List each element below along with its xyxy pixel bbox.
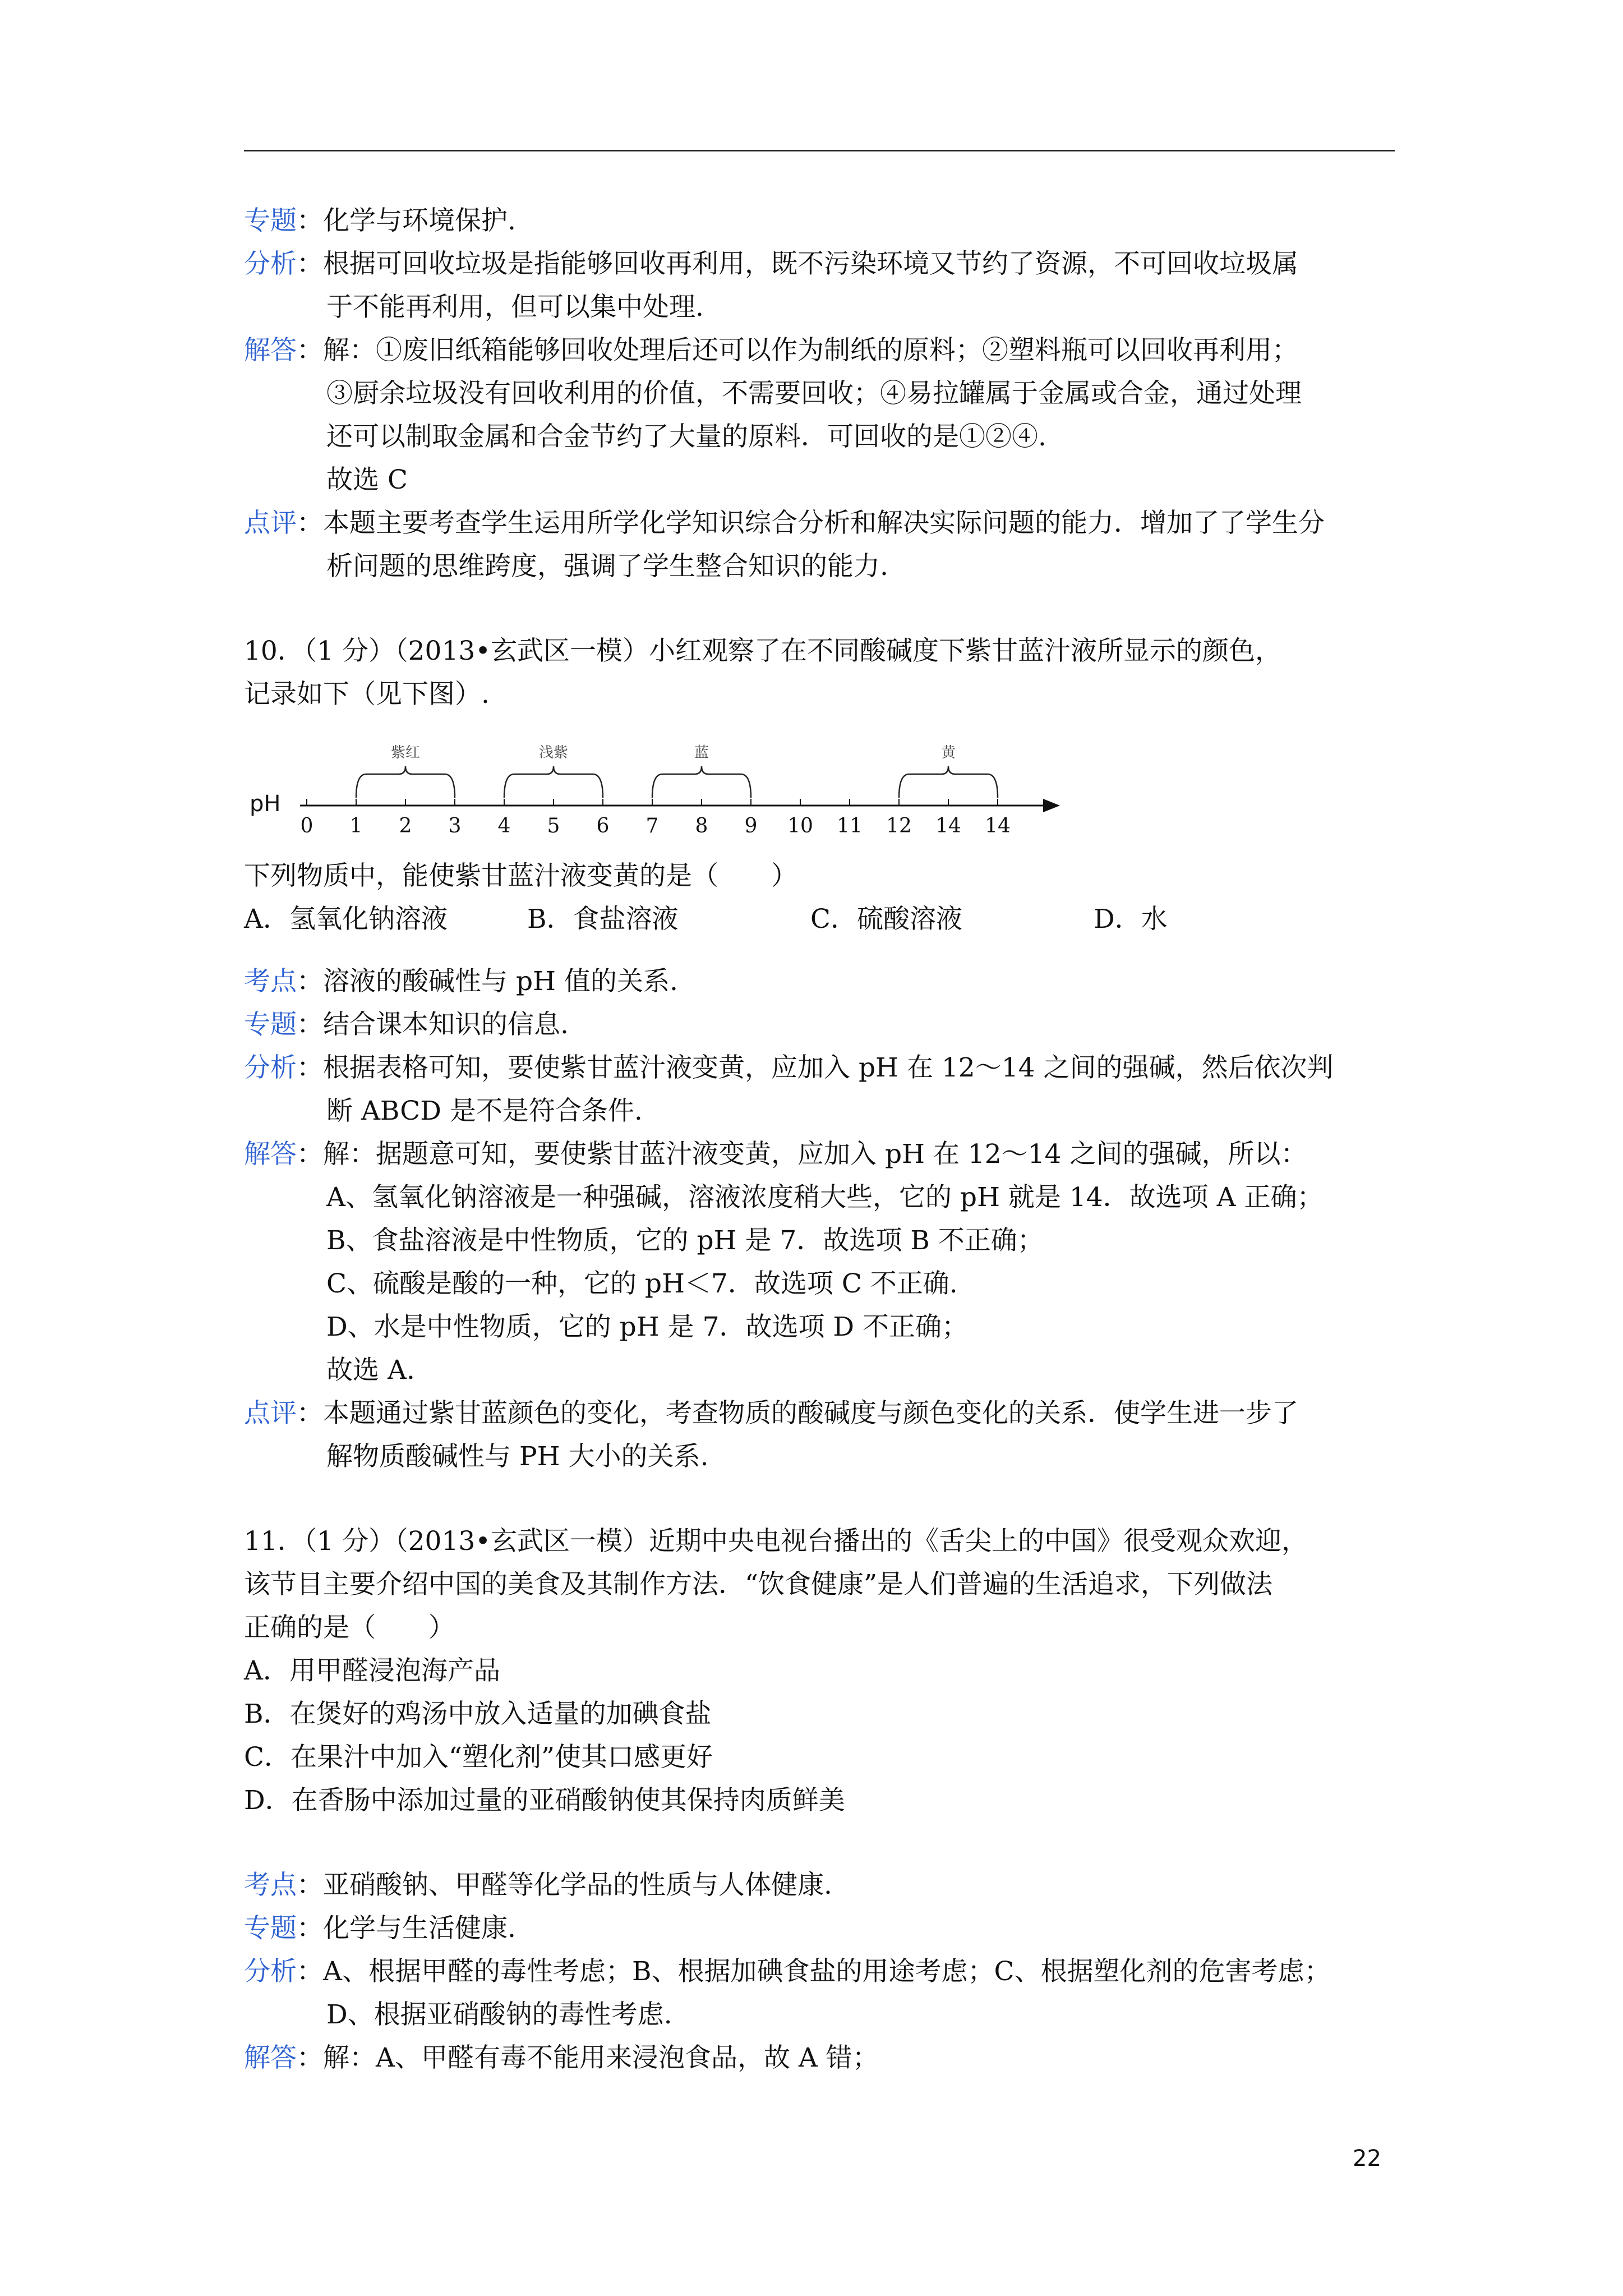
range-bracket <box>899 766 998 798</box>
answer-label: 解答 <box>244 335 297 366</box>
q11-answer: 解答：解：A、甲醛有毒不能用来浸泡食品，故 A 错； <box>244 2042 879 2073</box>
analysis-label: 分析 <box>244 1956 297 1987</box>
q10-stem: 记录如下（见下图）. <box>244 679 490 710</box>
comment-label: 点评 <box>244 1398 297 1429</box>
q11-stem: 11．（1 分）（2013•玄武区一模）近期中央电视台播出的《舌尖上的中国》很受观众欢迎， <box>244 1526 1308 1557</box>
point-label: 考点 <box>244 1870 297 1901</box>
q10-answer-line: 故选 A. <box>326 1355 415 1386</box>
option-b: B．食盐溶液 <box>527 904 679 935</box>
tick-label: 8 <box>695 815 708 838</box>
q10-answer-line: A、氢氧化钠溶液是一种强碱，溶液浓度稍大些，它的 pH 就是 14．故选项 A 正确； <box>326 1182 1324 1213</box>
header-rule <box>244 150 1395 151</box>
option-c: C．硫酸溶液 <box>810 904 962 935</box>
topic-label: 专题 <box>244 1009 297 1040</box>
tick-label: 2 <box>399 815 412 838</box>
q11-topic: 专题：化学与生活健康. <box>244 1913 516 1944</box>
q9-analysis: 分析：根据可回收垃圾是指能够回收再利用，既不污染环境又节约了资源，不可回收垃圾属 <box>244 249 1298 279</box>
bracket-label: 紫红 <box>390 744 421 761</box>
q10-options <box>244 898 1399 941</box>
ph-scale-diagram <box>244 728 1063 854</box>
tick-label: 7 <box>645 815 659 838</box>
answer-label: 解答 <box>244 1139 297 1170</box>
q9-answer: 解答：解：①废旧纸箱能够回收处理后还可以作为制纸的原料；②塑料瓶可以回收再利用； <box>244 335 1298 366</box>
answer-label: 解答 <box>244 2042 297 2073</box>
tick-label: 1 <box>349 815 363 838</box>
q9-answer-line: 故选 C <box>326 464 408 495</box>
q11-analysis-cont: D、根据亚硝酸钠的毒性考虑. <box>326 1999 672 2030</box>
q11-stem: 该节目主要介绍中国的美食及其制作方法．“饮食健康”是人们普遍的生活追求，下列做法 <box>244 1569 1273 1600</box>
tick-label: 9 <box>744 815 758 838</box>
bracket-label: 蓝 <box>694 744 709 761</box>
q11-point: 考点：亚硝酸钠、甲醛等化学品的性质与人体健康. <box>244 1870 832 1901</box>
option-d: D．在香肠中添加过量的亚硝酸钠使其保持肉质鲜美 <box>244 1785 845 1816</box>
tick-label: 12 <box>886 815 912 838</box>
tick-label: 0 <box>300 815 313 838</box>
bracket-label: 黄 <box>940 744 956 761</box>
q10-analysis: 分析：根据表格可知，要使紫甘蓝汁液变黄，应加入 pH 在 12～14 之间的强碱，然后依次判 <box>244 1052 1334 1083</box>
tick-label: 4 <box>497 815 511 838</box>
q10-comment: 点评：本题通过紫甘蓝颜色的变化，考查物质的酸碱度与颜色变化的关系．使学生进一步了 <box>244 1398 1298 1429</box>
q9-topic: 专题：化学与环境保护. <box>244 205 516 236</box>
tick-label: 5 <box>547 815 560 838</box>
q9-analysis-cont: 于不能再利用，但可以集中处理. <box>326 292 704 323</box>
analysis-label: 分析 <box>244 249 297 279</box>
tick-label: 10 <box>787 815 813 838</box>
q10-answer: 解答：解：据题意可知，要使紫甘蓝汁液变黄，应加入 pH 在 12～14 之间的强碱，所以： <box>244 1139 1307 1170</box>
tick-label: 3 <box>448 815 462 838</box>
tick-label: 14 <box>985 815 1011 838</box>
analysis-label: 分析 <box>244 1052 297 1083</box>
range-bracket <box>652 766 751 798</box>
q11-stem: 正确的是（ ） <box>244 1612 455 1643</box>
axis-arrow-icon <box>1043 799 1060 812</box>
q11-analysis: 分析：A、根据甲醛的毒性考虑；B、根据加碘食盐的用途考虑；C、根据塑化剂的危害考虑； <box>244 1956 1331 1987</box>
q9-answer-line: 还可以制取金属和合金节约了大量的原料．可回收的是①②④. <box>326 421 1046 452</box>
option-a: A．用甲醛浸泡海产品 <box>244 1655 500 1686</box>
topic-label: 专题 <box>244 205 297 236</box>
q10-analysis-cont: 断 ABCD 是不是符合条件. <box>326 1096 643 1126</box>
q10-point: 考点：溶液的酸碱性与 pH 值的关系. <box>244 966 678 997</box>
q9-comment: 点评：本题主要考查学生运用所学化学知识综合分析和解决实际问题的能力．增加了了学生分 <box>244 508 1325 539</box>
range-bracket <box>504 766 603 798</box>
comment-label: 点评 <box>244 508 297 539</box>
q10-answer-line: B、食盐溶液是中性物质，它的 pH 是 7．故选项 B 不正确； <box>326 1225 1044 1256</box>
ph-axis-label: pH <box>250 791 281 817</box>
tick-label: 6 <box>596 815 610 838</box>
tick-label: 11 <box>837 815 863 838</box>
q10-stem: 10．（1 分）（2013•玄武区一模）小红观察了在不同酸碱度下紫甘蓝汁液所显示的颜色， <box>244 636 1281 666</box>
ph-scale-figure <box>244 728 1399 854</box>
q10-topic: 专题：结合课本知识的信息. <box>244 1009 569 1040</box>
q10-comment-cont: 解物质酸碱性与 PH 大小的关系. <box>326 1441 709 1472</box>
bracket-label: 浅紫 <box>538 744 569 761</box>
topic-label: 专题 <box>244 1913 297 1944</box>
page-content <box>244 199 1399 2079</box>
q9-answer-line: ③厨余垃圾没有回收利用的价值，不需要回收；④易拉罐属于金属或合金，通过处理 <box>326 378 1302 409</box>
q10-question: 下列物质中，能使紫甘蓝汁液变黄的是（ ） <box>244 861 797 891</box>
point-label: 考点 <box>244 966 297 997</box>
option-b: B．在煲好的鸡汤中放入适量的加碘食盐 <box>244 1699 712 1729</box>
q9-comment-cont: 析问题的思维跨度，强调了学生整合知识的能力. <box>326 551 888 582</box>
tick-label: 14 <box>935 815 961 838</box>
option-c: C．在果汁中加入“塑化剂”使其口感更好 <box>244 1742 713 1773</box>
option-a: A．氢氧化钠溶液 <box>244 904 448 935</box>
page-number: 22 <box>1353 2146 1381 2171</box>
q10-answer-line: D、水是中性物质，它的 pH 是 7．故选项 D 不正确； <box>326 1312 969 1342</box>
range-bracket <box>356 766 455 798</box>
option-d: D．水 <box>1094 904 1168 935</box>
q10-answer-line: C、硫酸是酸的一种，它的 pH＜7．故选项 C 不正确. <box>326 1268 958 1299</box>
